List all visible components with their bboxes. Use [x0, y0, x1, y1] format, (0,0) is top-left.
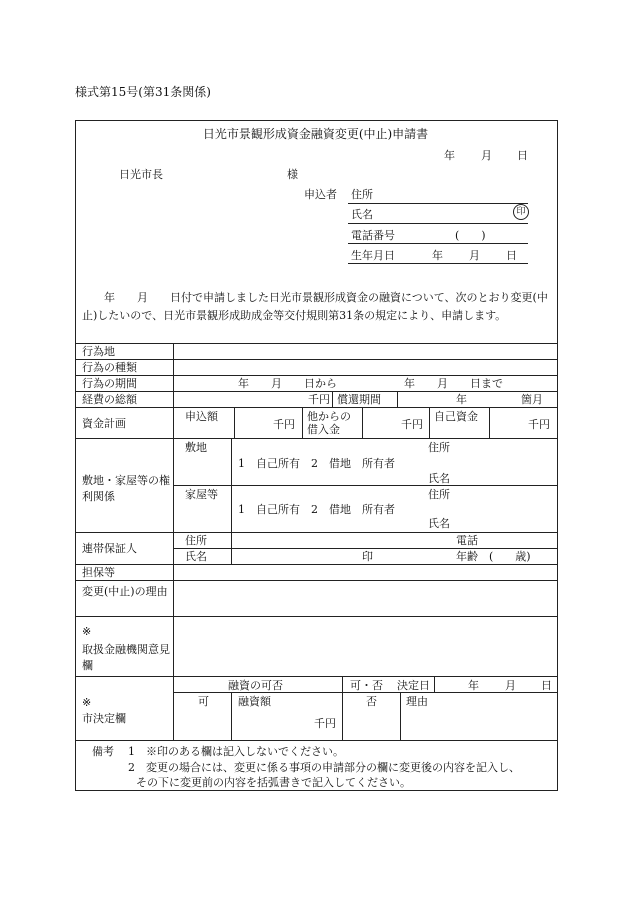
- loan-amount-unit: 千円: [314, 717, 336, 730]
- label-guarantor: 連帯保証人: [82, 542, 137, 555]
- rule: [342, 676, 343, 740]
- date-day: 日: [517, 149, 528, 162]
- label-act-period: 行為の期間: [82, 377, 137, 390]
- period-from: 年 月 日から: [238, 377, 337, 390]
- label-decision-date: 決定日: [397, 679, 430, 692]
- site-owner-address: 住所: [428, 441, 450, 454]
- rule: [434, 676, 435, 692]
- rule: [302, 407, 303, 438]
- total-cost-unit: 千円: [308, 393, 330, 406]
- label-approve-reject: 可・否: [350, 679, 383, 692]
- decision-month: 月: [505, 679, 516, 692]
- label-loan-approval: 融資の可否: [228, 679, 283, 692]
- rule: [75, 391, 557, 392]
- rule: [75, 407, 557, 408]
- name-line: [348, 223, 528, 224]
- guarantor-age: 年齢 ( 歳): [456, 550, 531, 563]
- house-ownership-options: 1 自己所有 2 借地 所有者: [238, 503, 395, 516]
- addressee-honorific: 様: [287, 168, 298, 181]
- bank-mark: ※: [82, 625, 92, 638]
- rule: [429, 407, 430, 438]
- repayment-year: 年: [456, 393, 467, 406]
- decision-day: 日: [541, 679, 552, 692]
- own-funds-unit: 千円: [528, 418, 550, 431]
- birth-line: [348, 263, 528, 264]
- repayment-months: 箇月: [521, 393, 543, 406]
- guarantor-seal: 印: [362, 550, 373, 563]
- rule: [75, 375, 557, 376]
- label-reason: 理由: [406, 695, 428, 708]
- rule: [75, 676, 557, 677]
- rule: [75, 740, 557, 741]
- label-fund-plan: 資金計画: [82, 417, 126, 430]
- label-own-funds: 自己資金: [434, 410, 478, 423]
- site-ownership-options: 1 自己所有 2 借地 所有者: [238, 457, 395, 470]
- house-owner-name: 氏名: [428, 517, 450, 530]
- rule: [362, 407, 363, 438]
- form-title: 日光市景観形成資金融資変更(中止)申請書: [202, 127, 429, 141]
- applicant-phone-label: 電話番号: [351, 229, 395, 242]
- house-owner-address: 住所: [428, 488, 450, 501]
- rule: [231, 532, 232, 564]
- rule: [489, 407, 490, 438]
- note-1: 1 ※印のある欄は記入しないでください。: [128, 745, 344, 758]
- rule: [75, 532, 557, 533]
- birth-month: 月: [469, 249, 480, 262]
- label-collateral: 担保等: [82, 566, 115, 579]
- rule: [231, 438, 232, 532]
- applicant-label: 申込者: [304, 188, 337, 201]
- rule: [75, 343, 557, 344]
- note-2b: その下に変更前の内容を括弧書きで記入してください。: [136, 776, 411, 789]
- rule: [75, 438, 557, 439]
- label-total-cost: 経費の総額: [82, 393, 137, 406]
- label-bank-opinion: 取扱金融機関意見欄: [82, 643, 170, 672]
- rule: [397, 391, 398, 407]
- request-body: 年 月 日付で申請しました日光市景観形成資金の融資について、次のとおり変更(中止)したいので、日光市景観形成助成金等交付規則第31条の規定により、申請します。: [82, 291, 548, 322]
- label-repayment-period: 償還期間: [337, 393, 381, 406]
- label-other-loans: 他からの借入金: [307, 410, 351, 436]
- date-year: 年: [444, 149, 455, 162]
- rule: [400, 692, 401, 740]
- note-2a: 2 変更の場合には、変更に係る事項の申請部分の欄に変更後の内容を記入し、: [128, 761, 520, 774]
- label-change-reason: 変更(中止)の理由: [82, 585, 168, 598]
- rule: [234, 407, 235, 438]
- phone-line: [348, 243, 528, 244]
- guarantor-phone: 電話: [456, 534, 478, 547]
- birth-day: 日: [506, 249, 517, 262]
- rule: [75, 580, 557, 581]
- addressee-name: 日光市長: [119, 168, 163, 181]
- rule: [75, 359, 557, 360]
- site-owner-name: 氏名: [428, 472, 450, 485]
- birth-year: 年: [432, 249, 443, 262]
- seal-mark: 印: [513, 204, 529, 220]
- date-month: 月: [481, 149, 492, 162]
- birth-label: 生年月日: [351, 249, 395, 262]
- label-city-decision: 市決定欄: [82, 712, 126, 725]
- rule: [231, 692, 232, 740]
- rule: [75, 616, 557, 617]
- address-line: [348, 203, 528, 204]
- other-loans-unit: 千円: [401, 418, 423, 431]
- applicant-name-label: 氏名: [351, 208, 373, 221]
- label-site: 敷地: [185, 441, 207, 454]
- form-frame: [75, 120, 558, 791]
- label-act-type: 行為の種類: [82, 361, 137, 374]
- label-apply-amount: 申込額: [185, 410, 218, 423]
- rule: [75, 564, 557, 565]
- label-approve: 可: [198, 695, 209, 708]
- guarantor-address: 住所: [185, 534, 207, 547]
- notes-label: 備考: [92, 745, 114, 758]
- period-to: 年 月 日まで: [404, 377, 503, 390]
- guarantor-name: 氏名: [185, 550, 207, 563]
- label-loan-amount: 融資額: [238, 695, 271, 708]
- city-mark: ※: [82, 696, 92, 709]
- label-rights: 敷地・家屋等の権利関係: [82, 474, 170, 503]
- applicant-address-label: 住所: [351, 188, 373, 201]
- decision-year: 年: [468, 679, 479, 692]
- rule: [332, 391, 333, 407]
- rule: [173, 343, 174, 740]
- label-act-location: 行為地: [82, 345, 115, 358]
- phone-parens: ( ): [455, 229, 486, 242]
- form-number: 様式第15号(第31条関係): [75, 85, 211, 99]
- label-house: 家屋等: [185, 488, 218, 501]
- apply-amount-unit: 千円: [273, 418, 295, 431]
- label-reject: 否: [366, 695, 377, 708]
